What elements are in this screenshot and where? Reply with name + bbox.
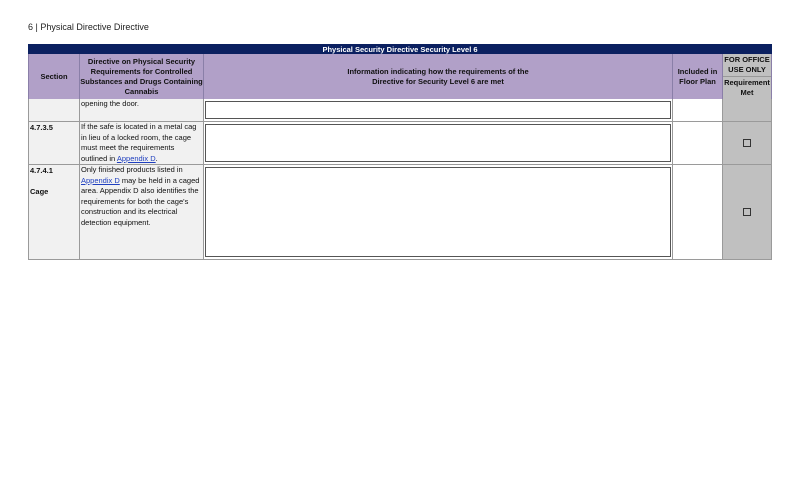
row-directive: [80, 165, 204, 259]
appendix-d-link[interactable]: Appendix D: [81, 175, 120, 185]
directive-text: Only finished products listed in: [81, 165, 183, 174]
row-section: [28, 99, 80, 121]
header-requirement-met: Requirement Met: [724, 78, 770, 97]
security-requirements-table: [28, 44, 772, 260]
row-office: [723, 122, 772, 164]
row-directive: [80, 99, 204, 121]
table-row: [28, 122, 772, 165]
page-header: 6 | Physical Directive Directive: [28, 22, 149, 32]
row-floor-plan[interactable]: [673, 122, 723, 164]
row-info: [204, 99, 673, 121]
table-row: [28, 99, 772, 122]
header-info: [204, 54, 673, 99]
header-section: Section: [28, 54, 80, 99]
row-info: [204, 122, 673, 164]
table-title: Physical Security Directive Security Level 6: [28, 44, 772, 54]
row-floor-plan[interactable]: [673, 99, 723, 121]
header-floor-plan: Included in Floor Plan: [673, 54, 723, 99]
info-input[interactable]: [205, 167, 671, 257]
table-row: [28, 165, 772, 260]
header-directive: Directive on Physical Security Requirements for Controlled Substances and Drugs Containing Cannabis: [80, 54, 204, 99]
header-office-use: [723, 54, 772, 99]
row-office: [723, 99, 772, 121]
info-input[interactable]: [205, 101, 671, 119]
info-input[interactable]: [205, 124, 671, 162]
row-directive: [80, 122, 204, 164]
row-section: 4.7.3.5: [28, 122, 80, 164]
directive-text-end: .: [155, 153, 158, 163]
row-floor-plan[interactable]: [673, 165, 723, 259]
directive-text: If the safe is located in a metal cag in lieu of a locked room, the cage must meet the requirements outlined in: [81, 122, 197, 163]
directive-text: opening the door.: [81, 99, 139, 108]
section-subtitle: Cage: [30, 186, 49, 196]
section-number: 4.7.4.1: [30, 166, 53, 175]
header-info-label: Information indicating how the requirements of the Directive for Security Level 6 are met: [347, 66, 529, 86]
requirement-met-checkbox[interactable]: [743, 139, 751, 147]
row-office: [723, 165, 772, 259]
directive-text-end: may be held in a caged area. Appendix D also identifies the requirements for both the cage's construction and its electrical detection equipment.: [81, 175, 200, 227]
appendix-d-link[interactable]: Appendix D: [116, 153, 156, 163]
table-header-row: [28, 54, 772, 99]
row-info: [204, 165, 673, 259]
header-office-only: FOR OFFICE USE ONLY: [723, 54, 771, 77]
row-section: [28, 165, 80, 259]
requirement-met-checkbox[interactable]: [743, 208, 751, 216]
